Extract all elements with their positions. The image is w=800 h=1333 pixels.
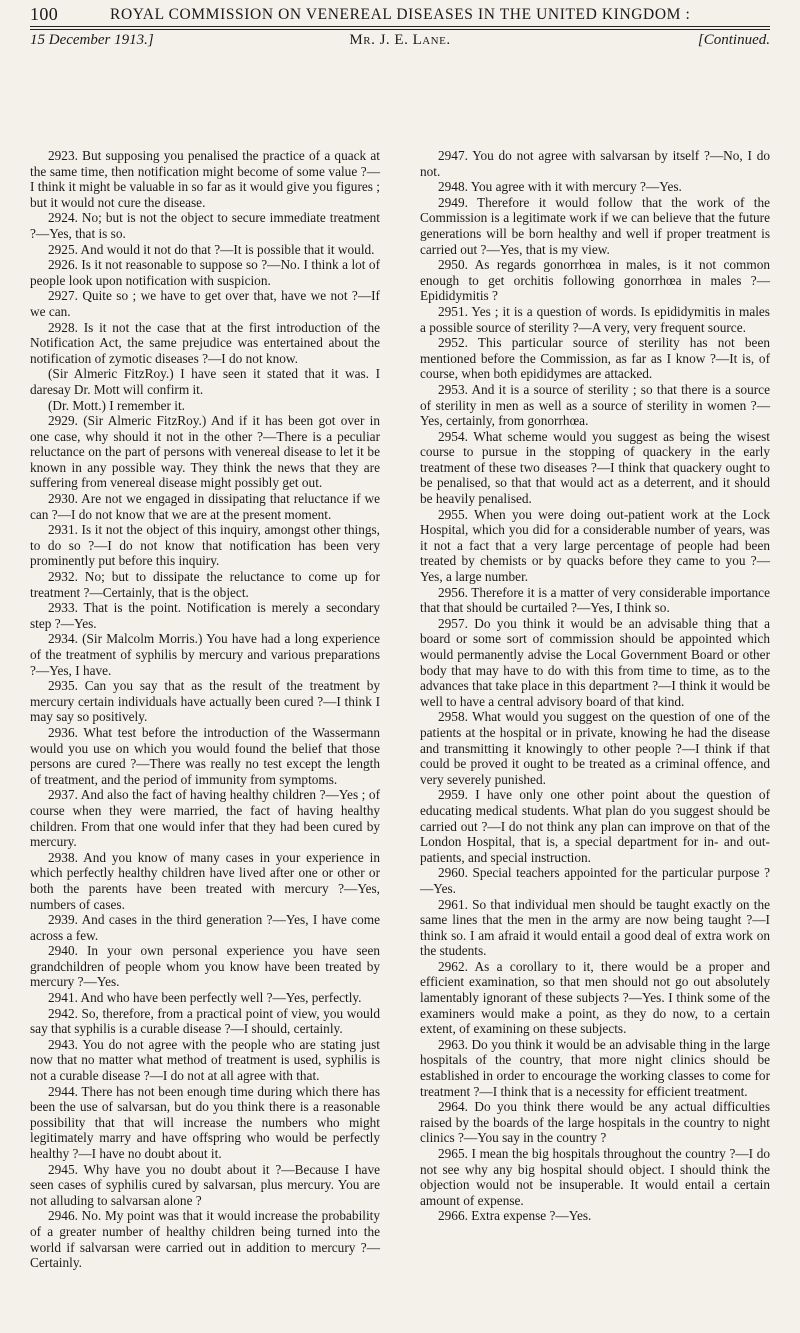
evidence-paragraph: 2933. That is the point. Notification is merely a secondary step ?—Yes.: [30, 600, 380, 631]
evidence-paragraph: 2939. And cases in the third generation ?—Yes, I have come across a few.: [30, 912, 380, 943]
evidence-paragraph: 2940. In your own personal experience you have seen grandchildren of people whom you know have been treated by mercury ?—Yes.: [30, 943, 380, 990]
continued-label: [Continued.: [697, 32, 770, 48]
evidence-paragraph: (Sir Almeric FitzRoy.) I have seen it stated that it was. I daresay Dr. Mott will confirm it.: [30, 366, 380, 397]
text-columns: [30, 148, 770, 1323]
evidence-paragraph: 2960. Special teachers appointed for the particular purpose ?—Yes.: [420, 865, 770, 896]
page-number: 100: [30, 4, 59, 24]
evidence-paragraph: 2962. As a corollary to it, there would be a proper and efficient examination, so that men should not go out absolutely lamentably ignorant of these subjects ?—Yes. I think some of the examiners would make a point, as they do now, to a certain extent, of examining on these subjects.: [420, 958, 770, 1037]
sub-header: [30, 32, 770, 54]
evidence-paragraph: 2949. Therefore it would follow that the work of the Commission is a legitimate work if we can believe that the future generations will be born healthy and well if proper treatment is carried out ?—Yes, that is my view.: [420, 194, 770, 257]
evidence-paragraph: 2937. And also the fact of having healthy children ?—Yes ; of course when they were married, the fact of having healthy children. From that one would infer that they had been cured by mercury.: [30, 787, 380, 850]
evidence-paragraph: 2961. So that individual men should be taught exactly on the same lines that the men in the army are now being taught ?—I think so. I am afraid it would entail a good deal of extra work on the students.: [420, 896, 770, 959]
evidence-paragraph: 2946. No. My point was that it would increase the probability of a greater number of healthy children being turned into the world if salvarsan were carried out in addition to mercury ?—Certainly.: [30, 1208, 380, 1271]
evidence-paragraph: 2964. Do you think there would be any actual difficulties raised by the boards of the large hospitals in the country to night clinics ?—You say in the country ?: [420, 1099, 770, 1146]
evidence-paragraph: 2954. What scheme would you suggest as being the wisest course to pursue in the stopping of quackery in the early treatment of these two diseases ?—I think that quackery ought to be penalised, so that that would act as a deterrent, and it should be heavily penalised.: [420, 428, 770, 507]
header-rule-bottom: [30, 29, 770, 30]
evidence-paragraph: 2929. (Sir Almeric FitzRoy.) And if it has been got over in one case, why should it not in the other ?—There is a peculiar reluctance on the part of persons with venereal disease to let it be known in any possible way. They think the news that they are suffering from venereal disease might possibly get out.: [30, 413, 380, 491]
left-column: [30, 148, 380, 1323]
evidence-paragraph: 2966. Extra expense ?—Yes.: [438, 1208, 592, 1224]
evidence-paragraph: 2930. Are not we engaged in dissipating that reluctance if we can ?—I do not know that we are at the present moment.: [30, 491, 380, 522]
evidence-paragraph: 2936. What test before the introduction of the Wassermann would you use on which you would found the belief that those persons are cured ?—There was really no test except the length of treatment, and the period of immunity from symptoms.: [30, 724, 380, 787]
evidence-paragraph: 2926. Is it not reasonable to suppose so ?—No. I think a lot of people look upon notification with suspicion.: [30, 257, 380, 288]
evidence-paragraph: 2965. I mean the big hospitals throughout the country ?—I do not see why any big hospital should object. I should think the objection would not be insuperable. It would entail a certain amount of expense.: [420, 1146, 770, 1208]
evidence-paragraph: 2932. No; but to dissipate the reluctance to come up for treatment ?—Certainly, that is the object.: [30, 569, 380, 600]
evidence-paragraph: 2931. Is it not the object of this inquiry, amongst other things, to do so ?—I do not know that notification has been very prominently put before this inquiry.: [30, 522, 380, 569]
evidence-paragraph: 2924. No; but is not the object to secure immediate treatment ?—Yes, that is so.: [30, 210, 380, 241]
evidence-paragraph: 2957. Do you think it would be an advisable thing that a board or some sort of commission should be appointed which would permanently advise the Local Government Board or other body that may have to do with this from time to time, as to the advances that take place in this department ?—I think it would be well to have a central advisory board of that kind.: [420, 615, 770, 709]
evidence-paragraph: 2963. Do you think it would be an advisable thing in the large hospitals of the country, that more night clinics should be established in order to encourage the working classes to come for treatment ?—I think that is a necessity for efficient treatment.: [420, 1036, 770, 1099]
evidence-paragraph: 2935. Can you say that as the result of the treatment by mercury certain individuals have actually been cured ?—I think I may say so positively.: [30, 678, 380, 725]
evidence-paragraph: 2923. But supposing you penalised the practice of a quack at the same time, then notification might become of some value ?—I think it might be valuable in so far as it would give you figures ; but it would not cure the disease.: [30, 148, 380, 210]
evidence-paragraph: 2943. You do not agree with the people who are stating just now that no matter what method of treatment is used, syphilis is not a curable disease ?—I do not at all agree with that.: [30, 1036, 380, 1084]
evidence-paragraph: 2953. And it is a source of sterility ; so that there is a source of sterility in men as well as a source of sterility in women ?—Yes, certainly, from gonorrhœa.: [420, 381, 770, 429]
witness-name: Mr. J. E. Lane.: [349, 32, 451, 48]
evidence-paragraph: 2938. And you know of many cases in your experience in which perfectly healthy children have lived after one or other or both the parents have been treated with mercury ?—Yes, numbers of cases.: [30, 849, 380, 912]
session-date: 15 December 1913.]: [30, 32, 154, 48]
evidence-paragraph: 2951. Yes ; it is a question of words. Is epididymitis in males a possible source of sterility ?—A very, very frequent source.: [420, 303, 770, 335]
evidence-paragraph: 2941. And who have been perfectly well ?—Yes, perfectly.: [48, 990, 362, 1006]
evidence-paragraph: 2934. (Sir Malcolm Morris.) You have had a long experience of the treatment of syphilis by mercury and various preparations ?—Yes, I have.: [30, 631, 380, 678]
evidence-paragraph: 2945. Why have you no doubt about it ?—Because I have seen cases of syphilis cured by salvarsan, plus mercury. You are not alluding to salvarsan alone ?: [30, 1161, 380, 1208]
evidence-paragraph: (Dr. Mott.) I remember it.: [48, 397, 185, 413]
evidence-paragraph: 2955. When you were doing out-patient work at the Lock Hospital, which you did for a considerable number of years, was it not a fact that a very large percentage of people had been treated by chemists or by quacks before they came to you ?—Yes, a large number.: [420, 506, 770, 585]
evidence-paragraph: 2958. What would you suggest on the question of one of the patients at the hospital or in private, knowing he had the disease and transmitting it knowingly to other people ?—I think if that could be proved it ought to be treated as a criminal offence, and very severely punished.: [420, 709, 770, 787]
evidence-paragraph: 2948. You agree with it with mercury ?—Yes.: [438, 179, 682, 195]
evidence-paragraph: 2927. Quite so ; we have to get over that, have we not ?—If we can.: [30, 288, 380, 319]
running-header: [30, 4, 770, 24]
evidence-paragraph: 2956. Therefore it is a matter of very considerable importance that that should be curtailed ?—Yes, I think so.: [420, 584, 770, 616]
header-rule-top: [30, 26, 770, 27]
right-column: [420, 148, 770, 1323]
evidence-paragraph: 2942. So, therefore, from a practical point of view, you would say that syphilis is a curable disease ?—I should, certainly.: [30, 1005, 380, 1037]
evidence-paragraph: 2947. You do not agree with salvarsan by itself ?—No, I do not.: [420, 148, 770, 179]
evidence-paragraph: 2928. Is it not the case that at the first introduction of the Notification Act, the same prejudice was entertained about the notification of zymotic diseases ?—I do not know.: [30, 319, 380, 366]
running-title: ROYAL COMMISSION ON VENEREAL DISEASES IN THE UNITED KINGDOM :: [110, 6, 691, 23]
evidence-paragraph: 2950. As regards gonorrhœa in males, is it not common enough to get orchitis following gonorrhœa in males ?—Epididymitis ?: [420, 257, 770, 304]
evidence-paragraph: 2944. There has not been enough time during which there has been the use of salvarsan, but do you think there is a reasonable possibility that that will increase the numbers who might legitimately marry and have offspring who would be perfectly healthy ?—I have no doubt about it.: [30, 1083, 380, 1161]
evidence-paragraph: 2959. I have only one other point about the question of educating medical students. What plan do you suggest should be carried out ?—I do not think any plan can improve on that of the London Hospital, that is, a special department for in- and out-patients, and special instruction.: [420, 787, 770, 865]
evidence-paragraph: 2952. This particular source of sterility has not been mentioned before the Commission, as far as I know ?—It is, of course, when both epididymes are attacked.: [420, 335, 770, 382]
evidence-paragraph: 2925. And would it not do that ?—It is possible that it would.: [48, 241, 375, 257]
